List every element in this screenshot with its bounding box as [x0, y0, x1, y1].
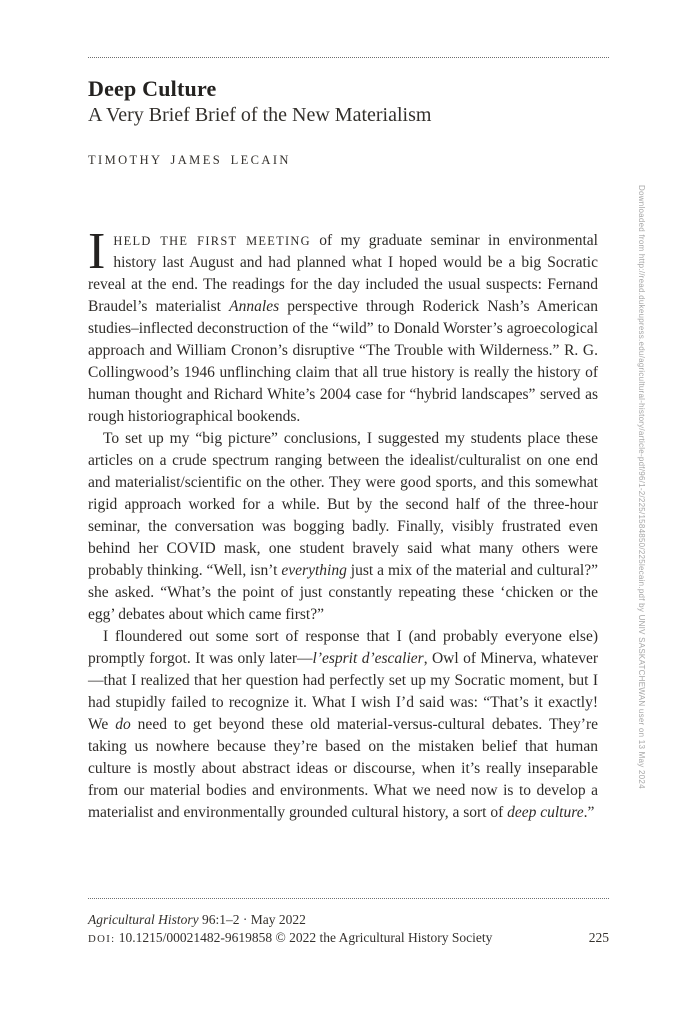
- paragraph: [88, 428, 598, 626]
- journal-citation-line: [88, 912, 306, 928]
- text-run: DOI:: [88, 933, 116, 945]
- paragraph: [88, 223, 599, 428]
- text-run: .”: [583, 804, 595, 821]
- text-run: just a mix of the material and cultural?” she asked. “What’s the point of just constantly repeating these ‘chicken or the egg’ debates about which came first?”: [88, 562, 598, 623]
- text-run: perspective through Roderick Nash’s American studies–inflected deconstruction of the “wild” to Donald Worster’s agroecological approach and William Cronon’s disruptive “The Trouble with Wilderness.” R. G. Collingwood’s 1946 unflinching claim that all true history is really the history of human thought and Richard White’s 2004 case for “hybrid landscapes” served as rough historiographical bookends.: [88, 298, 599, 425]
- download-provenance-note: Downloaded from http://read.dukeupress.edu/agricultural-history/article-pdf/96/1-2/225/1584850/225lecain.pdf by UNIV SASKATCHEWAN user on 13 May 2024: [637, 185, 646, 789]
- text-run: everything: [281, 562, 347, 579]
- article-body: [88, 223, 599, 824]
- paragraph: [88, 626, 598, 824]
- page-number: 225: [588, 930, 609, 945]
- footer-divider-rule: [88, 898, 609, 899]
- article-subtitle: A Very Brief Brief of the New Materialism: [88, 104, 432, 126]
- text-run: l’esprit d’escalier: [312, 650, 424, 667]
- text-run: I floundered out some sort of response that I (and probably everyone else) promptly forgot. It was only later—: [88, 628, 598, 667]
- text-run: , Owl of Minerva, whatever—that I realized that her question had perfectly set up my Socratic moment, but I had stupidly failed to recognize it. What I wish I’d said was: “That’s it exactly! We: [88, 650, 598, 733]
- author-name: TIMOTHY JAMES LECAIN: [88, 153, 291, 167]
- text-run: deep culture: [507, 804, 584, 821]
- text-run: Agricultural History: [88, 912, 199, 927]
- text-run: 10.1215/00021482-9619858 © 2022 the Agricultural History Society: [115, 930, 493, 945]
- text-run: need to get beyond these old material-versus-cultural debates. They’re taking us nowhere because they’re based on the mistaken belief that human culture is mostly about abstract ideas or discourse, when it’s really inseparable from our material bodies and environments. What we need now is to develop a materialist and environmentally grounded cultural history, a sort of: [88, 716, 599, 821]
- text-run: of my graduate seminar in environmental history last August and had planned what I hoped would be a big Socratic reveal at the end. The readings for the day included the usual suspects: Fernand Braudel’s materialist: [88, 232, 598, 315]
- text-run: HELD THE FIRST MEETING: [113, 234, 311, 248]
- dropcap-letter: I: [88, 223, 106, 280]
- text-run: Annales: [229, 298, 280, 315]
- article-title: Deep Culture: [88, 76, 217, 101]
- text-run: 96:1–2 · May 2022: [198, 912, 306, 927]
- text-run: To set up my “big picture” conclusions, I suggested my students place these articles on a crude spectrum ranging between the idealist/culturalist on one end and materialist/scientific on the other. They were good sports, and this somewhat rigid approach worked for a while. But by the second half of the three-hour seminar, the conversation was bogging badly. Finally, visibly frustrated even behind her COVID mask, one student bravely said what many others were probably thinking. “Well, isn’t: [88, 430, 598, 579]
- top-divider-rule: [88, 57, 609, 58]
- text-run: do: [115, 716, 131, 733]
- doi-copyright-line: [88, 930, 492, 946]
